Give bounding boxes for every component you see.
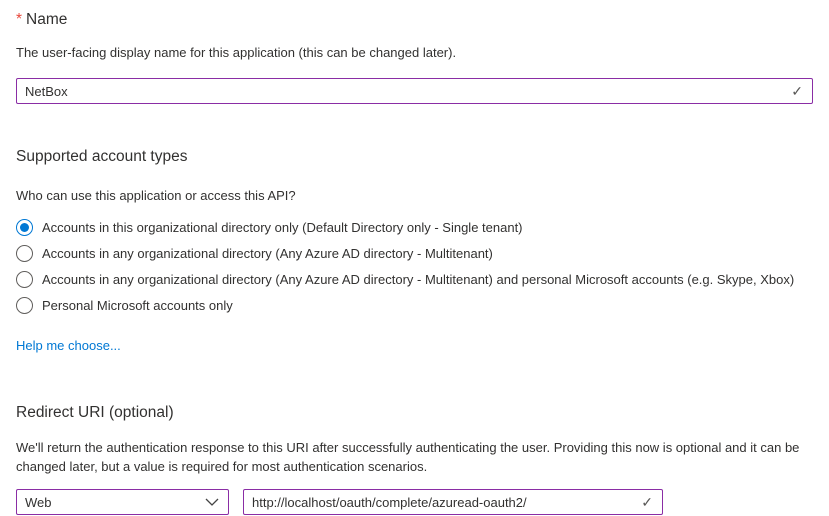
name-field-container — [16, 78, 813, 104]
valid-checkmark-icon: ✓ — [791, 83, 803, 99]
name-description: The user-facing display name for this application (this can be changed later). — [16, 45, 457, 60]
redirect-uri-description: We'll return the authentication response to this URI after successfully authenticating the user. Providing this now is optional and it can be changed later, but a value is required for most authentication scenarios. — [16, 440, 800, 474]
account-types-question: Who can use this application or access this API? — [16, 188, 296, 203]
chevron-down-icon — [205, 498, 219, 506]
radio-option-personal-only[interactable] — [16, 292, 813, 318]
redirect-uri-row — [16, 489, 813, 515]
radio-unselected-icon — [16, 245, 33, 262]
radio-selected-icon — [16, 219, 33, 236]
radio-option-label: Personal Microsoft accounts only — [42, 297, 233, 313]
radio-option-label: Accounts in this organizational directory only (Default Directory only - Single tenant) — [42, 219, 523, 235]
valid-checkmark-icon: ✓ — [641, 494, 653, 510]
account-types-radio-group — [16, 214, 813, 318]
redirect-uri-title: Redirect URI (optional) — [16, 404, 174, 421]
required-asterisk: * — [16, 11, 23, 28]
radio-option-multitenant-personal[interactable] — [16, 266, 813, 292]
platform-selected-value: Web — [25, 494, 52, 510]
redirect-uri-input[interactable] — [244, 495, 641, 510]
help-me-choose-link[interactable]: Help me choose... — [16, 338, 121, 353]
redirect-uri-field-container — [243, 489, 663, 515]
radio-option-label: Accounts in any organizational directory (Any Azure AD directory - Multitenant) and personal Microsoft accounts (e.g. Skype, Xbox) — [42, 271, 795, 287]
name-input[interactable] — [17, 84, 791, 99]
radio-option-multitenant[interactable] — [16, 240, 813, 266]
name-title-text: Name — [26, 11, 68, 28]
radio-option-label: Accounts in any organizational directory (Any Azure AD directory - Multitenant) — [42, 245, 493, 261]
radio-option-single-tenant[interactable] — [16, 214, 813, 240]
radio-unselected-icon — [16, 271, 33, 288]
account-types-title: Supported account types — [16, 148, 188, 165]
radio-unselected-icon — [16, 297, 33, 314]
platform-select-dropdown[interactable] — [16, 489, 229, 515]
name-section-title — [16, 10, 813, 29]
